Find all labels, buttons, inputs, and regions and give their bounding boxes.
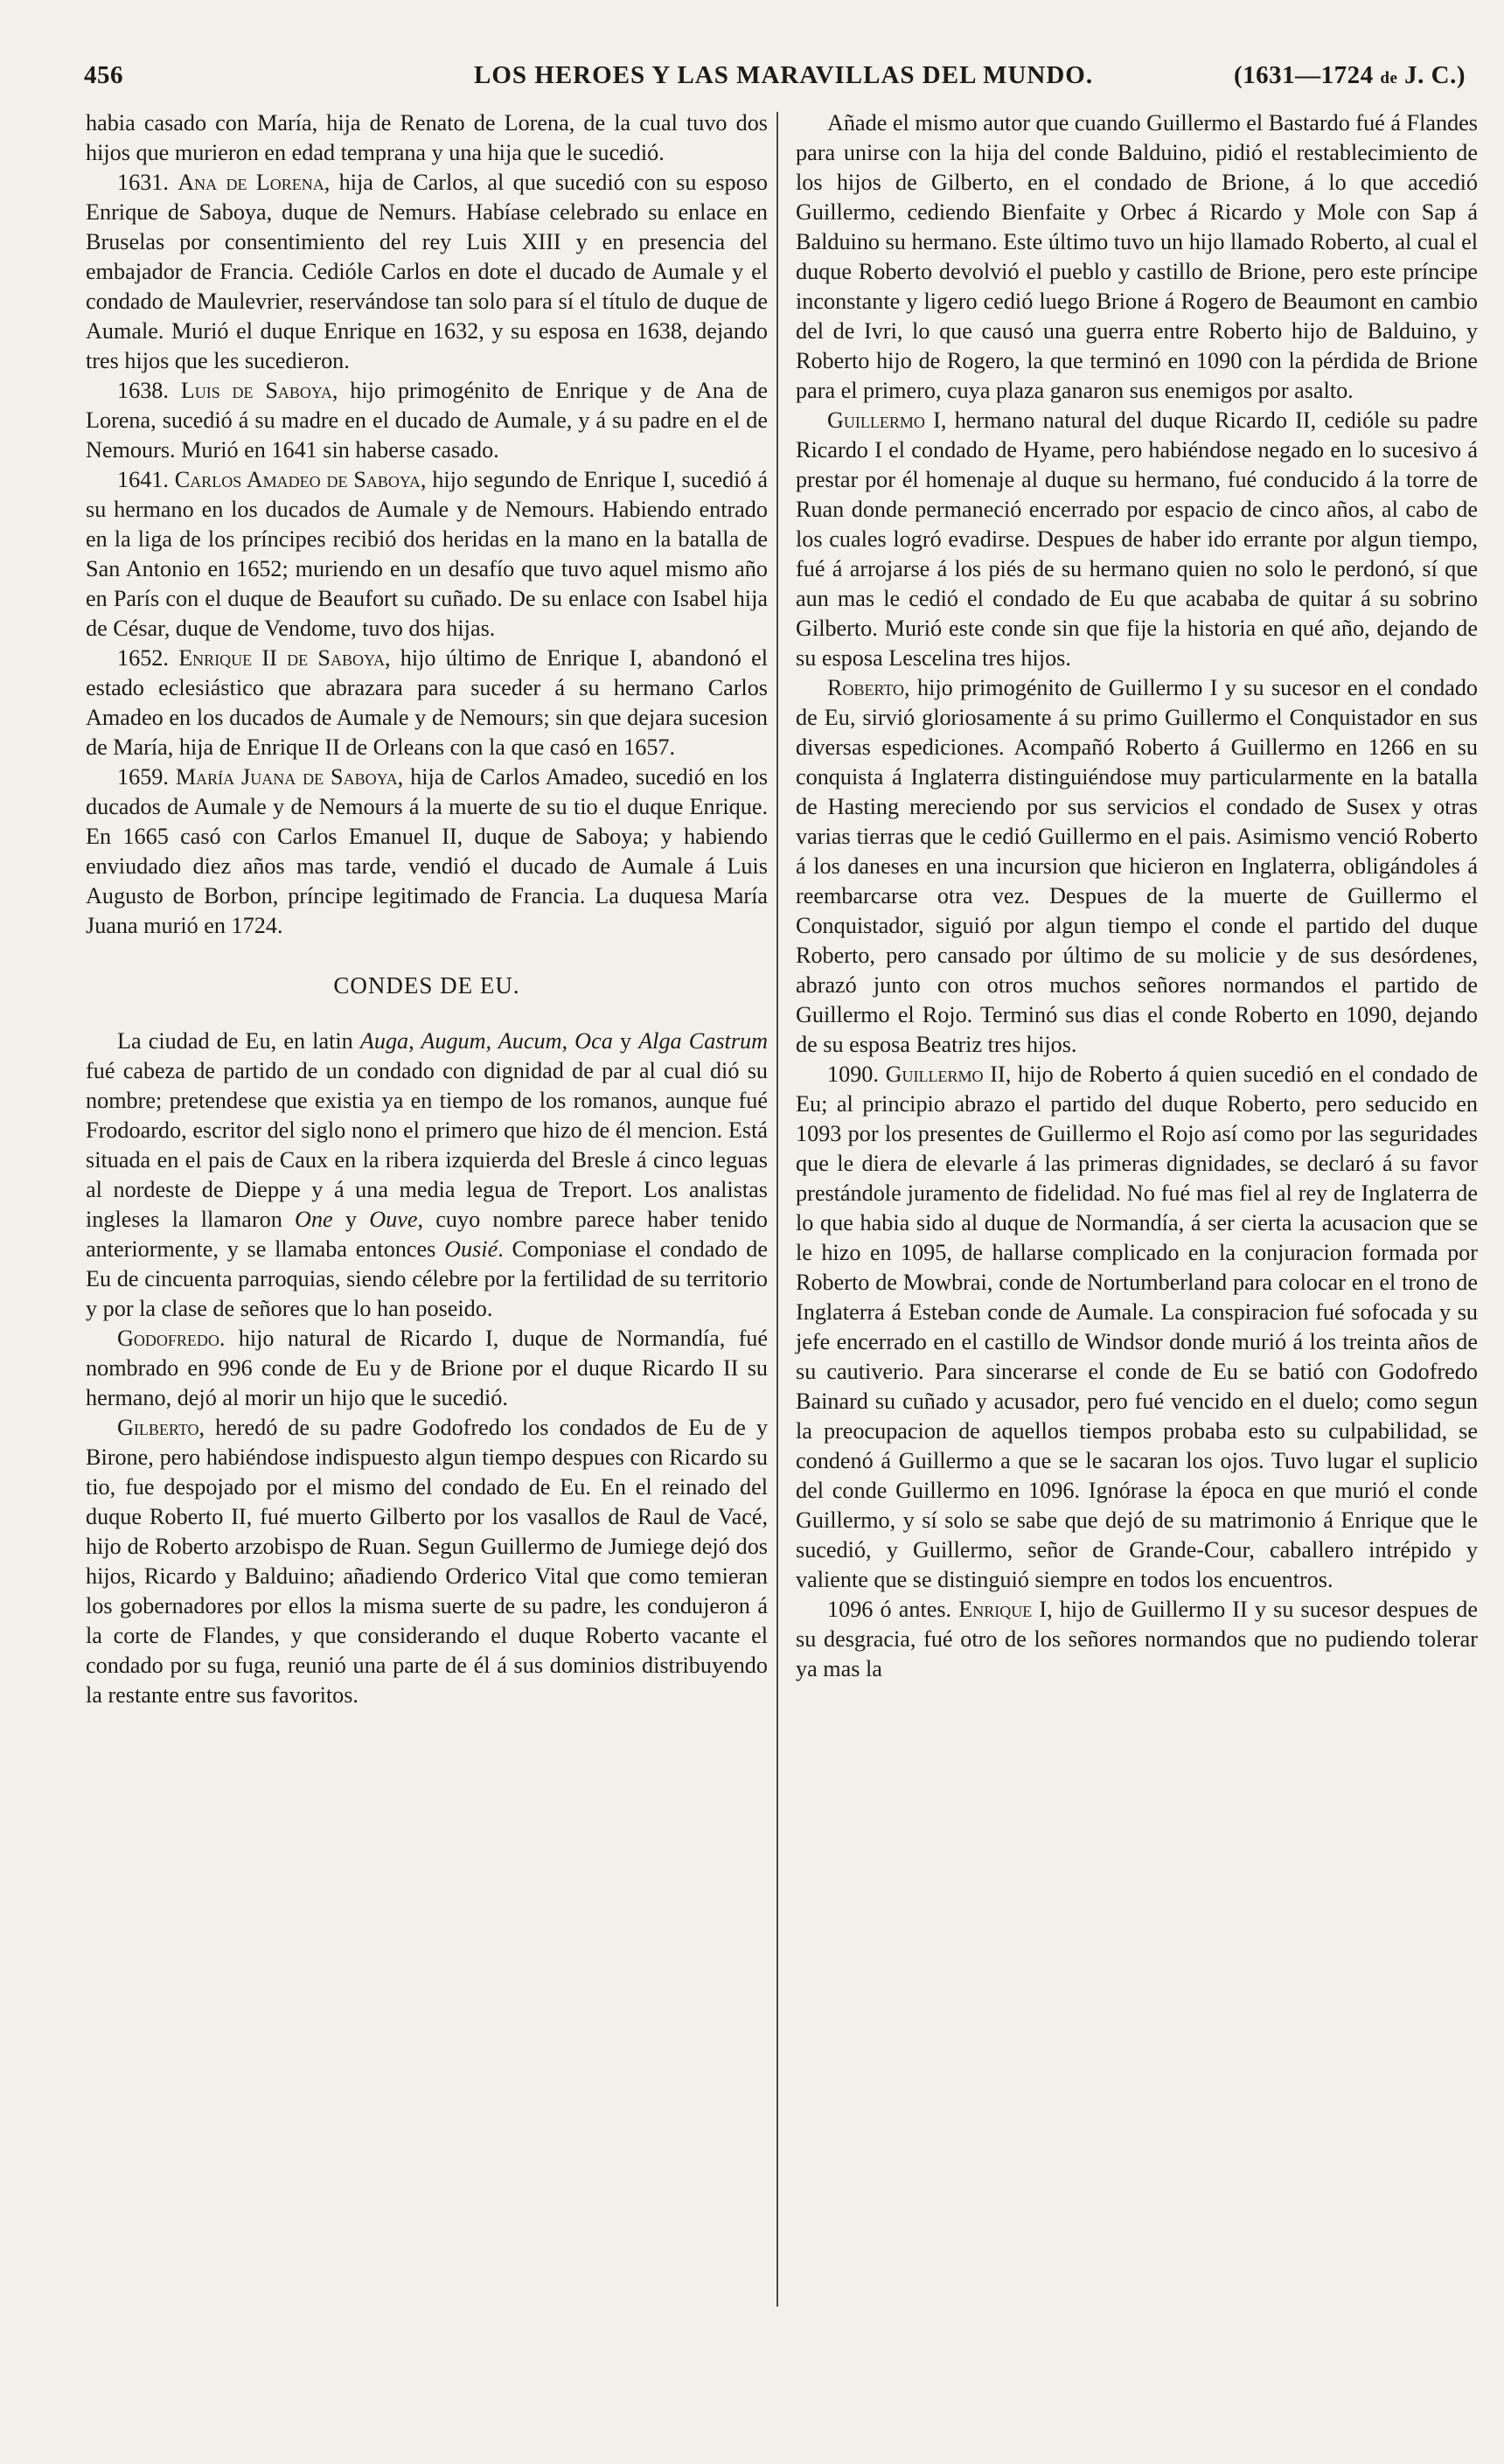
page-number: 456 bbox=[84, 61, 123, 89]
english-name: Ouve bbox=[369, 1207, 418, 1232]
english-name: One bbox=[295, 1207, 333, 1232]
date-range-de: de bbox=[1380, 69, 1398, 87]
entry-maria-juana bbox=[86, 762, 768, 941]
entry-text: hija de Carlos, al que sucedió con su esposo Enrique de Saboya, duque de Nemurs. Habíase celebrado su enlace en Bruselas por consentimiento del rey Luis XIII y en presencia del embajador de Francia. Cedióle Carlos en dote el ducado de Aumale y el condado de Maulevrier, reservándose tan solo para sí el título de duque de Aumale. Murió el duque Enrique en 1632, y su esposa en 1638, dejando tres hijos que les sucedieron. bbox=[86, 170, 769, 373]
entry-text: heredó de su padre Godofredo los condados de Eu de y Birone, pero habiéndose indispuesto algun tiempo despues con Ricardo su tio, fue despojado por el mismo del condado de Eu. En el reinado del duque Roberto II, fué muerto Gilberto por los vasallos de Raul de Vacé, hijo de Roberto arzobispo de Ruan. Segun Guillermo de Jumiege dejó dos hijos, Ricardo y Balduino; añadiendo Orderico Vital que como temieran los gobernadores por ellos la misma suerte de su padre, les condujeron á la corte de Flandes, y que considerando el duque Roberto vacante el condado por su fuga, reunió una parte de él á sus dominios distribuyendo la restante entre sus favoritos. bbox=[86, 1415, 769, 1708]
entry-year: 1096 ó antes. bbox=[827, 1597, 952, 1622]
text-run: . Componiase el condado de Eu de cincuenta parroquias, siendo célebre por la fertilidad de su territorio y por la clase de señores que lo han poseido. bbox=[86, 1236, 768, 1321]
entry-ana-de-lorena bbox=[86, 168, 768, 376]
entry-year: 1090. bbox=[827, 1061, 879, 1087]
entry-text: hijo de Roberto á quien sucedió en el condado de Eu; al principio abrazo el partido del duque Roberto, pero seducido en 1093 por los presentes de Guillermo el Rojo así como por las seguridades que le diera de elevarle á las primeras dignidades, se declaró á su favor prestándole juramento de fidelidad. No fué mas fiel al rey de Inglaterra de lo que habia sido al duque de Normandía, á ser cierta la acusacion que se le hizo en 1095, de hallarse complicado en la conjuracion formada por Roberto de Mowbrai, conde de Nortumberland para colocar en el trono de Inglaterra á Esteban conde de Aumale. La conspiracion fué sofocada y su jefe encerrado en el castillo de Windsor donde murió á los treinta años de su cautiverio. Para sincerarse el conde de Eu se batió con Godofredo Bainard su cuñado y acusador, pero fué vencido en el duelo; como segun la preocupacion de aquellos tiempos probaba esto su culpabilidad, se condenó á Guillermo a que se le sacaran los ojos. Tuvo lugar el suplicio del conde Guillermo en 1096. Ignórase la época en que murió el conde Guillermo, y sí solo se sabe que dejó de su matrimonio á Enrique que le sucedió, y Guillermo, señor de Grande-Cour, caballero intrépido y valiente que se distinguió siempre en todos los encuentros. bbox=[796, 1061, 1479, 1592]
column-divider bbox=[776, 112, 778, 2307]
date-range-end: J. C.) bbox=[1397, 61, 1466, 89]
entry-text: hijo último de Enrique I, abandonó el estado eclesiástico que abrazara para suceder á su hermano Carlos Amadeo en los ducados de Aumale y de Nemours; sin que dejara sucesion de María, hija de Enrique II de Orleans con la que casó en 1657. bbox=[86, 645, 769, 760]
entry-text: hija de Carlos Amadeo, sucedió en los ducados de Aumale y de Nemours á la muerte de su tio el duque Enrique. En 1665 casó con Carlos Emanuel II, duque de Saboya; y habiendo enviudado diez años mas tarde, vendió el ducado de Aumale á Luis Augusto de Borbon, príncipe legitimado de Francia. La duquesa María Juana murió en 1724. bbox=[86, 764, 769, 938]
entry-text: hijo de Guillermo II y su sucesor despues de su desgracia, fué otro de los señores normandos que no pudiendo tolerar ya mas la bbox=[796, 1597, 1478, 1681]
entry-name: Guillermo I, bbox=[827, 407, 947, 433]
entry-name: María Juana de Saboya, bbox=[175, 764, 404, 790]
paragraph bbox=[86, 108, 768, 168]
entry-godofredo bbox=[86, 1324, 768, 1413]
text-run: y bbox=[612, 1028, 639, 1054]
latin-name: Alga Castrum bbox=[638, 1028, 769, 1054]
entry-name: Ana de Lorena, bbox=[178, 170, 331, 195]
text-run: La ciudad de Eu, en latin bbox=[117, 1028, 360, 1054]
entry-enrique-ii bbox=[86, 644, 768, 762]
entry-name: Enrique I, bbox=[958, 1597, 1053, 1622]
entry-name: Luis de Saboya, bbox=[180, 378, 338, 403]
entry-name: Godofredo. bbox=[117, 1326, 226, 1351]
entry-text: hijo primogénito de Guillermo I y su sucesor en el condado de Eu, sirvió gloriosamente á su primo Guillermo el Conquistador en sus diversas espediciones. Acompañó Roberto á Guillermo en 1266 en su conquista á Inglaterra distinguiéndose muy particularmente en la batalla de Hasting mereciendo por sus servicios el condado de Susex y otras varias tierras que le cedió Guillermo en el pais. Asimismo venció Roberto á los daneses en una incursion que hicieron en Inglaterra, obligándoles á reembarcarse otra vez. Despues de la muerte de Guillermo el Conquistador, siguió por algun tiempo el conde el partido del duque Roberto, pero cansado por último de su molicie y de sus desórdenes, abrazó junto con otros muchos señores normandos el partido de Guillermo el Rojo. Terminó sus dias el conde Roberto en 1090, dejando de su esposa Beatriz tres hijos. bbox=[796, 675, 1479, 1057]
text-run: y bbox=[332, 1207, 370, 1232]
running-header bbox=[84, 54, 1466, 98]
entry-name: Carlos Amadeo de Saboya, bbox=[174, 467, 427, 492]
latin-names: Auga, Augum, Aucum, Oca bbox=[359, 1028, 613, 1054]
entry-year: 1659. bbox=[117, 764, 169, 790]
section-heading: CONDES DE EU. bbox=[333, 972, 520, 999]
entry-guillermo-ii bbox=[796, 1060, 1478, 1595]
running-title: LOS HEROES Y LAS MARAVILLAS DEL MUNDO. bbox=[474, 61, 1094, 89]
date-range bbox=[1234, 61, 1466, 90]
entry-text: hijo primogénito de Enrique y de Ana de Lorena, sucedió á su madre en el ducado de Aumale, y á su padre en el de Nemours. Murió en 1641 sin haberse casado. bbox=[86, 378, 769, 463]
entry-enrique-i bbox=[796, 1595, 1478, 1684]
left-column bbox=[86, 108, 768, 1710]
text-run: , cuyo nombre parece haber tenido anteriormente, y se llamaba entonces bbox=[86, 1207, 769, 1262]
entry-year: 1641. bbox=[117, 467, 169, 492]
paragraph bbox=[796, 108, 1478, 406]
entry-year: 1652. bbox=[117, 645, 169, 671]
old-name: Ousié bbox=[444, 1236, 498, 1262]
entry-text: hermano natural del duque Ricardo II, cedióle su padre Ricardo I el condado de Hyame, pero habiéndose negado en lo sucesivo á prestar por él homenaje al duque su hermano, fué conducido á la torre de Ruan donde permaneció encerrado por espacio de cinco años, al cabo de los cuales logró evadirse. Despues de haber ido errante por algun tiempo, fué á arrojarse á los piés de su hermano quien no solo le perdonó, sí que aun mas le cedió el condado de Eu que acababa de quitar á su sobrino Gilberto. Murió este conde sin que fije la historia en qué año, dejando de su esposa Lescelina tres hijos. bbox=[796, 407, 1479, 671]
entry-name: Roberto, bbox=[827, 675, 910, 700]
entry-luis-de-saboya bbox=[86, 376, 768, 465]
entry-year: 1638. bbox=[117, 378, 169, 403]
entry-text: hijo natural de Ricardo I, duque de Normandía, fué nombrado en 996 conde de Eu y de Brione por el duque Ricardo II su hermano, dejó al morir un hijo que le sucedió. bbox=[86, 1326, 769, 1410]
entry-roberto bbox=[796, 673, 1478, 1060]
entry-name: Guillermo II, bbox=[885, 1061, 1012, 1087]
entry-gilberto bbox=[86, 1413, 768, 1710]
entry-guillermo-i bbox=[796, 406, 1478, 673]
entry-text: hijo segundo de Enrique I, sucedió á su hermano en los ducados de Aumale y de Nemours. Habiendo entrado en la liga de los príncipes recibió dos heridas en la mano en la batalla de San Antonio en 1652; muriendo en un desafío que tuvo aquel mismo año en París con el duque de Beaufort su cuñado. De su enlace con Isabel hija de César, duque de Vendome, tuvo dos hijas. bbox=[86, 467, 769, 641]
right-column bbox=[796, 108, 1478, 1684]
date-range-start: (1631—1724 bbox=[1233, 61, 1381, 89]
entry-name: Enrique II de Saboya, bbox=[178, 645, 391, 671]
entry-name: Gilberto, bbox=[117, 1415, 205, 1440]
paragraph-text: Añade el mismo autor que cuando Guillermo el Bastardo fué á Flandes para unirse con la hija del conde Balduino, pidió el restablecimiento de los hijos de Gilberto, en el condado de Brione, á lo que accedió Guillermo, cediendo Bienfaite y Orbec á Ricardo y Mole con Sap á Balduino su hermano. Este último tuvo un hijo llamado Roberto, al cual el duque Roberto devolvió el pueblo y castillo de Brione, pero este príncipe inconstante y ligero cedió luego Brione á Rogero de Beaumont en cambio del de Ivri, lo que causó una guerra entre Roberto hijo de Balduino, y Roberto hijo de Rogero, la que terminó en 1090 con la pérdida de Brione para el primero, cuya plaza ganaron sus enemigos por asalto. bbox=[796, 110, 1478, 403]
text-run: fué cabeza de partido de un condado con dignidad de par al cual dió su nombre; pretendese que existia ya en tiempo de los romanos, aunque fué Frodoardo, escritor del siglo nono el primero que hizo de él mencion. Está situada en el pais de Caux en la ribera izquierda del Bresle á cinco leguas al nordeste de Dieppe y á una media legua de Treport. Los analistas ingleses la llamaron bbox=[86, 1058, 768, 1232]
entry-carlos-amadeo bbox=[86, 465, 768, 644]
paragraph-eu-city bbox=[86, 1027, 768, 1324]
paragraph-text: habia casado con María, hija de Renato de Lorena, de la cual tuvo dos hijos que murieron en edad temprana y una hija que le sucedió. bbox=[86, 110, 768, 165]
entry-year: 1631. bbox=[117, 170, 169, 195]
